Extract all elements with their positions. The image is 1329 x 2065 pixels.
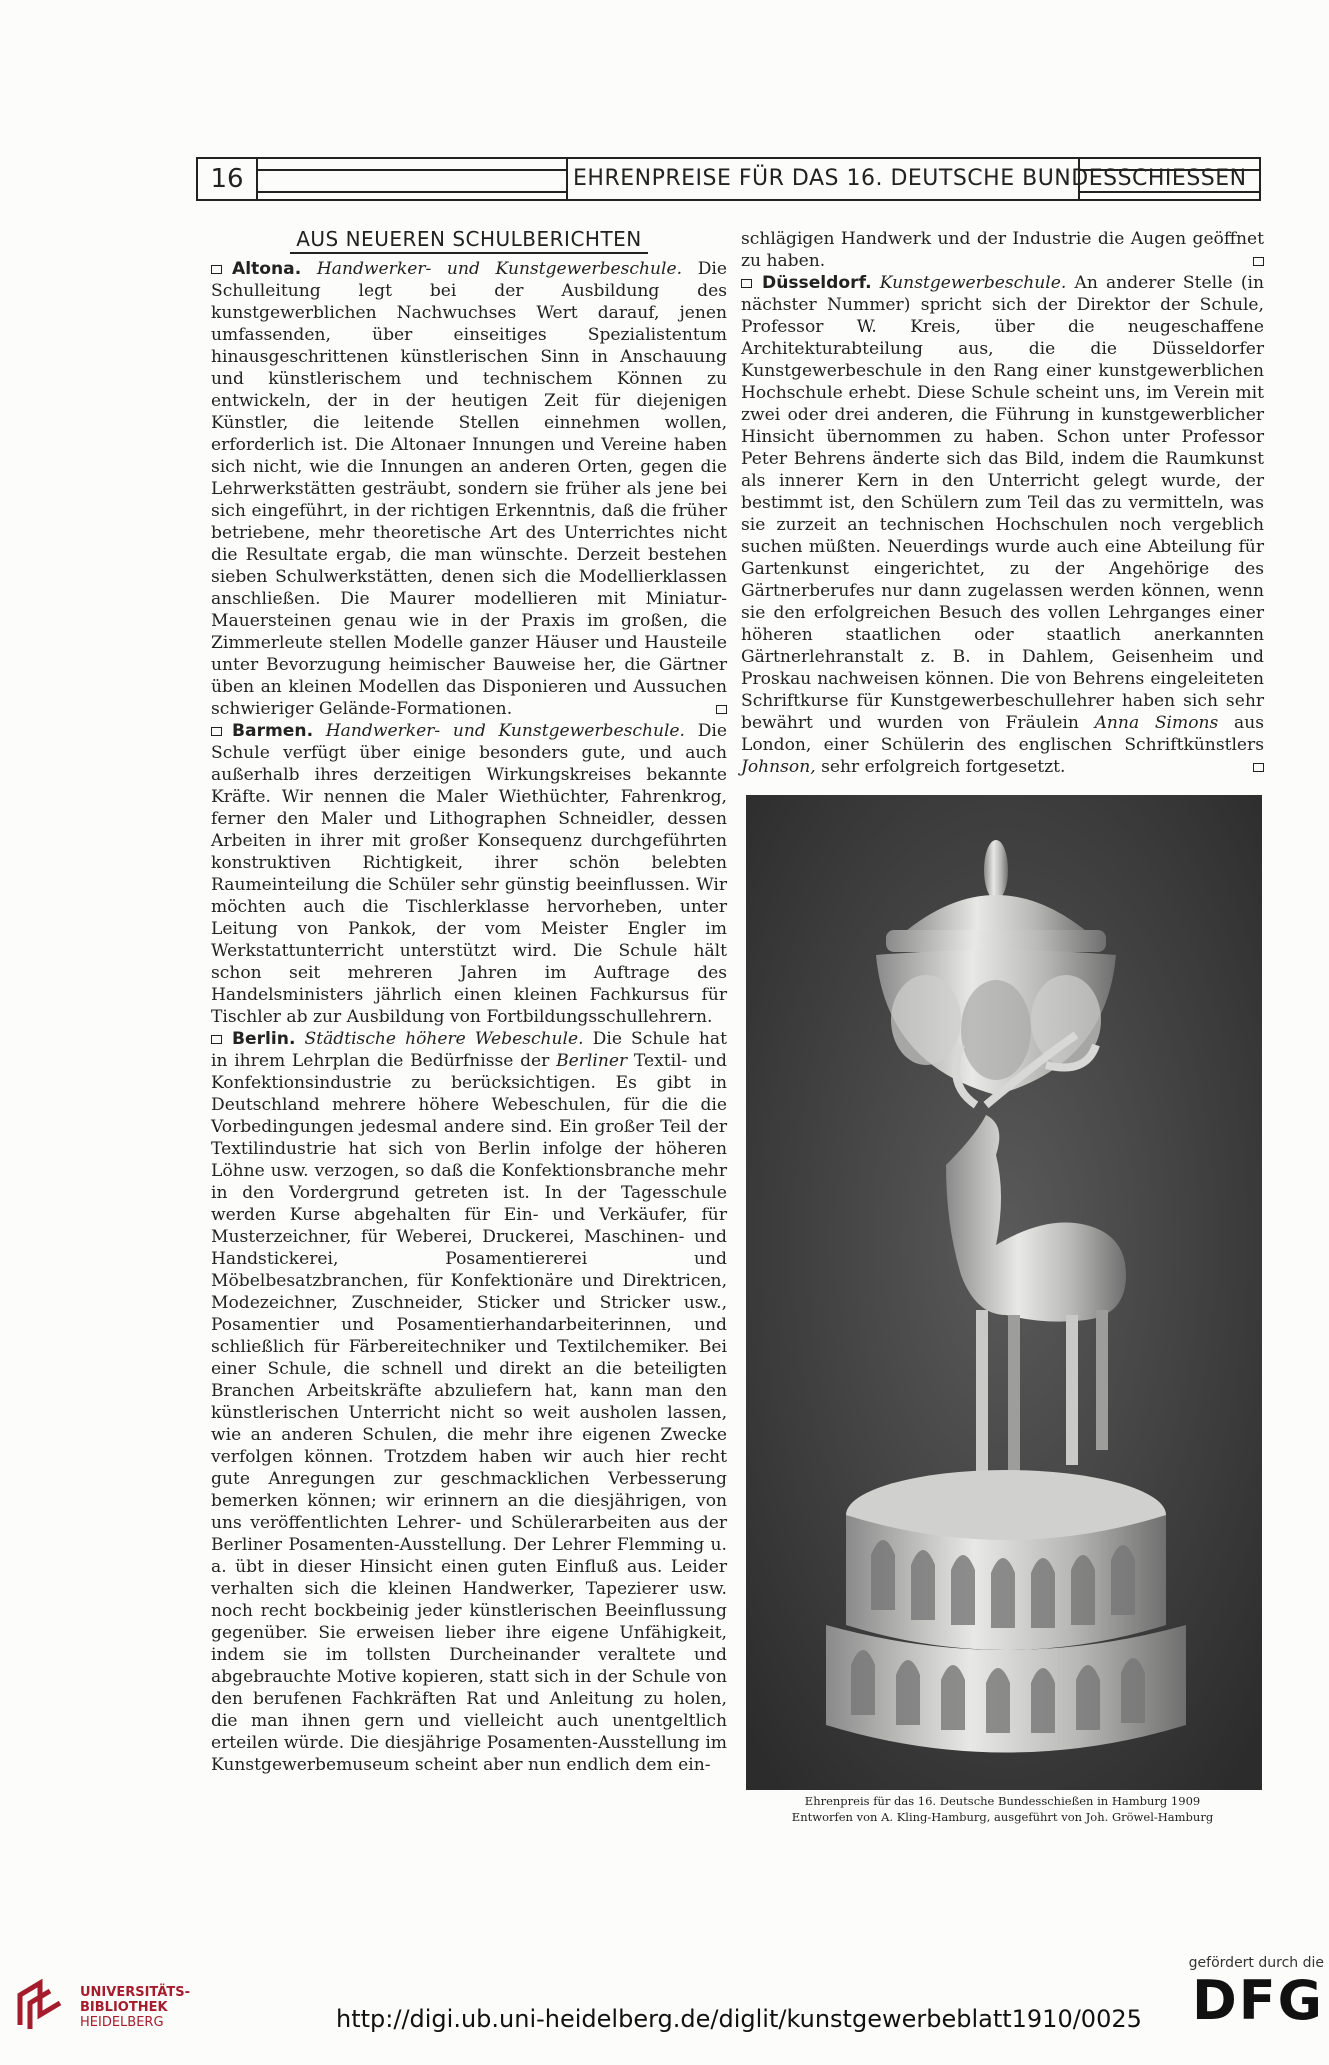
section-heading: AUS NEUEREN SCHULBERICHTEN	[211, 228, 727, 250]
paragraph-text: An anderer Stelle (in nächster Nummer) spricht sich der Direktor der Schule, Professor W. Kreis, über die neugeschaffene Architekturabteilung aus, die die Düsseldorfer Kunstgewerbeschule in den Rang einer kunstgewerblichen Hochschule erhebt. Diese Schule scheint uns, im Verein mit zwei oder drei anderen, die Führung in kunstgewerblicher Hinsicht übernommen zu haben. Schon unter Professor Peter Behrens änderte sich das Bild, indem die Raumkunst als innerer Kern in den Unterricht gelegt wurde, der bestimmt ist, den Schülern zum Teil das zu vermitteln, was sie zurzeit an technischen Hochschulen noch vergeblich suchen müßten. Neuerdings wurde auch eine Abteilung für Gartenkunst eingerichtet, zu der Angehörige des Gärtnerberufes nur dann zugelassen werden können, wenn sie den erfolgreichen Besuch des vollen Lehrganges einer höheren staatlichen oder staatlich anerkannten Gärtnerlehranstalt z. B. in Dahlem, Geisenheim und Proskau nachweisen können. Die von Behrens eingeleiteten Schriftkurse für Kunstgewerbeschullehrer haben sich sehr bewährt und wurden von Fräulein	[741, 273, 1265, 733]
caption-line: Ehrenpreis für das 16. Deutsche Bundesschießen in Hamburg 1909	[804, 1794, 1201, 1808]
left-column	[211, 228, 727, 1776]
paragraph-barmen	[211, 720, 727, 1028]
dfg-logo	[1168, 1955, 1324, 2055]
funded-by-text: gefördert durch die	[1188, 1955, 1324, 1971]
square-bullet-icon	[211, 265, 222, 274]
dfg-wordmark: DFG	[1191, 1969, 1324, 2032]
paragraph-berlin	[211, 1028, 727, 1776]
square-bullet-icon	[211, 1035, 222, 1044]
school-name: Kunstgewerbeschule.	[879, 273, 1067, 293]
right-column	[741, 228, 1264, 778]
header-divider	[566, 159, 568, 199]
running-header	[196, 157, 1261, 201]
school-name: Handwerker- und Kunstgewerbeschule.	[325, 721, 685, 741]
school-name: Städtische höhere Webeschule.	[304, 1029, 584, 1049]
person-name: Johnson,	[741, 757, 816, 777]
school-name: Handwerker- und Kunstgewerbeschule.	[316, 259, 683, 279]
paragraph-duesseldorf	[741, 272, 1264, 778]
library-line: BIBLIOTHEK	[80, 2000, 168, 2015]
italic-word: Berliner	[556, 1051, 628, 1071]
library-name	[80, 1985, 190, 2030]
caption-line: Entworfen von A. Kling-Hamburg, ausgeführt von Joh. Gröwel-Hamburg	[791, 1810, 1214, 1824]
square-end-icon	[716, 705, 727, 714]
library-logo-icon	[10, 1975, 70, 2035]
square-bullet-icon	[741, 279, 752, 288]
city-name: Düsseldorf.	[762, 273, 872, 293]
city-name: Barmen.	[232, 721, 314, 741]
square-end-icon	[1253, 763, 1264, 772]
city-name: Altona.	[232, 259, 302, 279]
paragraph-text: Die Schule verfügt über einige besonders gute, und auch außerhalb ihres derzeitigen Wirkungskreises bekannte Kräfte. Wir nennen die Maler Wiethüchter, Fahrenkrog, ferner den Maler und Lithographen Schneidler, dessen Arbeiten in ihrer mit großer Konsequenz durchgeführten konstruktiven Richtigkeit, ihrer schön belebten Raumeinteilung die Schüler sehr günstig beeinflussen. Wir möchten auch die Tischlerklasse hervorheben, unter Leitung von Pankok, der vom Meister Engler im Werkstattunterricht unterstützt wird. Die Schule hält schon seit mehreren Jahren im Auftrage des Handelsministers jährlich einen kleinen Fachkursus für Tischler ab zur Ausbildung von Fortbildungsschullehrern.	[211, 721, 727, 1027]
paragraph-continuation	[741, 228, 1264, 272]
page-number: 16	[198, 159, 258, 199]
city-name: Berlin.	[232, 1029, 296, 1049]
paragraph-text: aus London, einer Schülerin des englischen Schriftkünstlers	[741, 713, 1265, 755]
header-rule-right	[1080, 169, 1259, 193]
header-rule-left	[258, 169, 566, 193]
paragraph-text: Die Schulleitung legt bei der Ausbildung des kunstgewerblichen Nachwuchses Wert darauf, jenen umfassenden, über einseitiges Spezialistentum hinausgeschrittenen künstlerischen Sinn in Anschauung und künstlerischem und technischem Können zu entwickeln, der in der heutigen Zeit für diejenigen Künstler, die leitende Stellen einnehmen wollen, erforderlich ist. Die Altonaer Innungen und Vereine haben sich nicht, wie die Innungen an anderen Orten, gegen die Lehrwerkstätten gesträubt, sondern sie früher als jene bei sich eingeführt, in der richtigen Erkenntnis, daß die früher betriebene, mehr theoretische Art des Unterrichtes nicht die Resultate ergab, die man wünschte. Derzeit bestehen sieben Schulwerkstätten, denen sich die Modellierklassen anschließen. Die Maurer modellieren mit Miniatur-Mauersteinen genau wie in der Praxis im großen, die Zimmerleute stellen Modelle ganzer Häuser und Hausteile unter Bevorzugung heimischer Bauweise her, die Gärtner üben an kleinen Modellen das Disponieren und Aussuchen schwieriger Gelände-Formationen.	[211, 259, 727, 719]
square-end-icon	[1253, 257, 1264, 266]
trophy-photograph	[746, 795, 1262, 1790]
paragraph-altona	[211, 258, 727, 720]
person-name: Anna Simons	[1094, 713, 1219, 733]
paragraph-text: Textil- und Konfektionsindustrie zu berücksichtigen. Es gibt in Deutschland mehrere höhere Webeschulen, für die die Vorbedingungen jedesmal andere sind. Ein großer Teil der Textilindustrie hat sich von Berlin infolge der höheren Löhne usw. verzogen, so daß die Konfektionsbranche mehr in den Vordergrund getreten ist. In der Tagesschule werden Kurse abgehalten für Ein- und Verkäufer, für Musterzeichner, für Weberei, Druckerei, Maschinen- und Handstickerei, Posamentiererei und Möbelbesatzbranchen, für Konfektionäre und Direktricen, Modezeichner, Zuschneider, Sticker und Stricker usw., Posamentier und Posamentierhandarbeiterinnen, und schließlich für Färbereitechniker und Textilchemiker. Bei einer Schule, die schnell und direkt an die beteiligten Branchen Arbeitskräfte abzuliefern hat, kann man den künstlerischen Unterricht nicht so weit ausholen lassen, wie an anderen Schulen, die mehr ihre eigenen Zwecke verfolgen können. Trotzdem haben wir auch hier recht gute Anregungen zur geschmacklichen Verbesserung bemerken können; wir erinnern an die diesjährigen, von uns veröffentlichten Lehrer- und Schülerarbeiten aus der Berliner Posamenten-Ausstellung. Der Lehrer Flemming u. a. übt in dieser Hinsicht einen guten Einfluß aus. Leider verhalten sich die kleinen Handwerker, Tapezierer usw. noch recht bockbeinig jeder künstlerischen Beeinflussung gegenüber. Sie erweisen lieber ihre eigene Unfähigkeit, indem sie im tollsten Durcheinander veraltete und abgebrauchte Motive kopieren, statt sich in der Schule von den berufenen Fachkräften Rat und Anleitung zu holen, die man ihnen gern und vielleicht auch unentgeltlich erteilen würde. Die diesjährige Posamenten-Ausstellung im Kunstgewerbemuseum scheint aber nun endlich dem ein-	[211, 1051, 727, 1775]
source-url[interactable]: http://digi.ub.uni-heidelberg.de/diglit/kunstgewerbeblatt1910/0025	[336, 2005, 1142, 2033]
photo-caption	[741, 1793, 1264, 1825]
paragraph-text: schlägigen Handwerk und der Industrie die Augen geöffnet zu haben.	[741, 229, 1264, 271]
square-bullet-icon	[211, 727, 222, 736]
paragraph-text: sehr erfolgreich fortgesetzt.	[821, 757, 1066, 777]
trophy-illustration	[746, 795, 1262, 1790]
library-line: HEIDELBERG	[80, 2015, 164, 2030]
paragraph-text: Die Schule hat in ihrem Lehrplan die Bedürfnisse der	[211, 1029, 727, 1071]
library-logo	[10, 1975, 190, 2045]
header-title: EHRENPREISE FÜR DAS 16. DEUTSCHE BUNDESSCHIESSEN	[573, 166, 1247, 191]
library-line: UNIVERSITÄTS-	[80, 1985, 190, 2000]
